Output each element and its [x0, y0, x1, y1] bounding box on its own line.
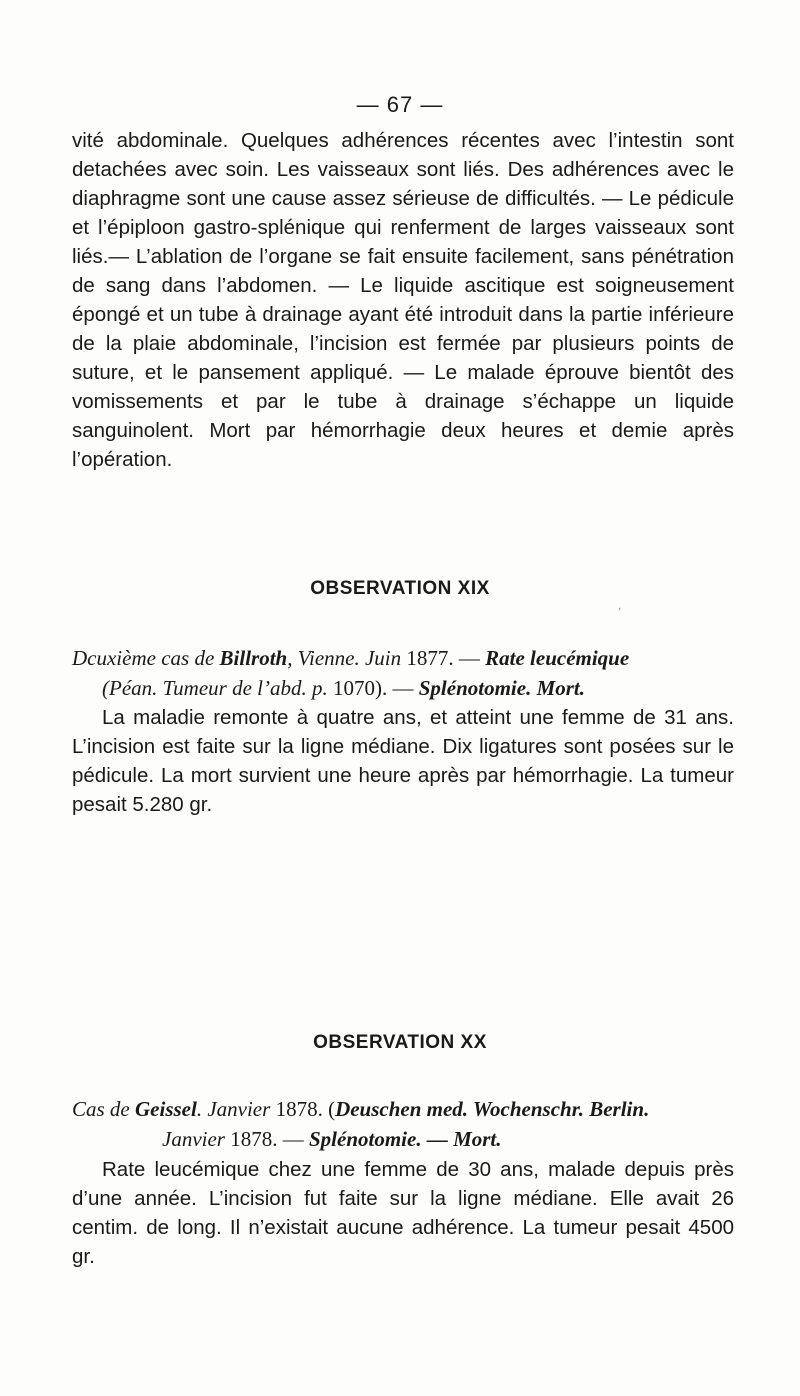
title-part: . Janvier	[196, 1097, 276, 1121]
stray-mark: ,	[618, 598, 622, 612]
continuation-paragraph: vité abdominale. Quelques adhérences récentes avec l’intestin sont detachées avec soin. Les vaisseaux sont liés. Des adhérences avec le diaphragme sont une cause assez sérieuse de difficultés. — Le pédicule et l’épiploon gastro-splénique qui renferment de larges vaisseaux sont liés.— L’ablation de l’organe se fait ensuite facilement, sans pénétration de sang dans l’abdomen. — Le liquide ascitique est soigneusement épongé et un tube à drainage ayant été introduit dans la partie inférieure de la plaie abdominale, l’incision est fermée par plusieurs points de suture, et le pansement appliqué. — Le malade éprouve bientôt des vomissements et par le tube à drainage s’échappe un liquide sanguinolent. Mort par hémorrhagie deux heures et demie après l’opération.	[72, 129, 734, 471]
observation-xix-heading: OBSERVATION XIX	[310, 578, 490, 599]
diagnosis: Rate leucémique	[485, 646, 630, 670]
page-number: — 67 —	[356, 92, 444, 117]
procedure-outcome: Splénotomie. Mort.	[418, 676, 586, 700]
procedure-outcome: Splénotomie. — Mort.	[308, 1127, 502, 1151]
source-journal: Deuschen med. Wochenschr. Berlin.	[335, 1097, 650, 1121]
observation-xx-heading: OBSERVATION XX	[313, 1032, 487, 1053]
surgeon-name: Billroth	[219, 646, 288, 670]
surgeon-name: Geissel	[135, 1097, 197, 1121]
title-part: (Péan. Tumeur de l’abd. p.	[102, 676, 333, 700]
title-line-2	[72, 673, 734, 703]
title-page-ref: 1070). —	[332, 676, 419, 700]
title-part: Dcuxième cas de	[72, 646, 220, 670]
observation-xix-text: La maladie remonte à quatre ans, et atteint une femme de 31 ans. L’incision est faite sur la ligne médiane. Dix ligatures sont posées sur le pédicule. La mort survient une heure après par hémorrhagie. La tumeur pesait 5.280 gr.	[72, 706, 734, 816]
title-line-2	[72, 1124, 734, 1154]
observation-xx-title	[72, 1094, 734, 1154]
observation-xix-title	[72, 643, 734, 703]
title-part: Janvier	[162, 1127, 231, 1151]
title-year: 1878. (	[275, 1097, 336, 1121]
title-part: , Vienne. Juin	[287, 646, 407, 670]
observation-xx-text: Rate leucémique chez une femme de 30 ans, malade depuis près d’une année. L’incision fut faite sur la ligne médiane. Elle avait 26 centim. de long. Il n’existait aucune adhérence. La tumeur pesait 4500 gr.	[72, 1158, 734, 1268]
title-year: 1878. —	[230, 1127, 309, 1151]
title-part: Cas de	[72, 1097, 135, 1121]
title-year: 1877. —	[406, 646, 486, 670]
